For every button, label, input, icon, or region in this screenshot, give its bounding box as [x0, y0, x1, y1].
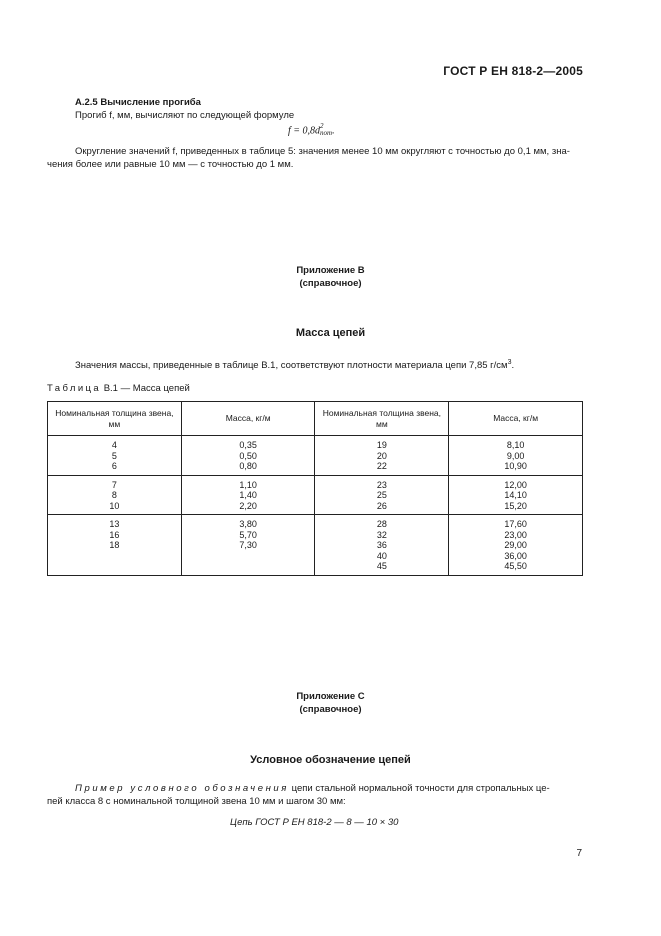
table-caption-rest: В.1 — Масса цепей — [101, 383, 190, 394]
density-text: Значения массы, приведенные в таблице В.1, соответствуют плотности материала цепи 7,85 г/см — [75, 360, 508, 372]
section-a25-intro: Прогиб f, мм, вычисляют по следующей формуле — [75, 110, 295, 121]
formula-deflection — [288, 124, 335, 138]
table-cell: 8,10 9,00 10,90 — [449, 436, 583, 476]
rounding-line-1: Округление значений f, приведенных в таблице 5: значения менее 10 мм округляют с точностью до 0,1 мм, зна- — [75, 146, 570, 157]
table-cell: 3,80 5,70 7,30 — [181, 515, 315, 576]
table-cell: 23 25 26 — [315, 475, 449, 515]
formula-eq: = — [293, 125, 301, 137]
rounding-line-2: чения более или равные 10 мм — с точностью до 1 мм. — [47, 159, 294, 170]
table-row — [48, 436, 583, 476]
density-end: . — [511, 360, 515, 372]
appendix-b-heading: Масса цепей — [295, 327, 366, 339]
table-cell: 17,60 23,00 29,00 36,00 45,50 — [449, 515, 583, 576]
density-sup: 3 — [507, 359, 512, 366]
appendix-b-title: Приложение В — [296, 265, 365, 276]
example-line-1 — [75, 782, 585, 795]
table-caption — [47, 382, 190, 395]
header-thickness-1: Номинальная толщина звена, мм — [48, 402, 182, 436]
example-line-2: пей класса 8 с номинальной толщиной звена 10 мм и шагом 30 мм: — [47, 796, 346, 807]
formula-sub: nom — [320, 129, 333, 137]
table-cell: 19 20 22 — [315, 436, 449, 476]
example-text: цепи стальной нормальной точности для стропальных це- — [288, 783, 550, 794]
example-label: Пример условного обозначения — [75, 783, 289, 794]
table-cell: 4 5 6 — [48, 436, 182, 476]
formula-var: d — [315, 125, 321, 137]
header-mass-2: Масса, кг/м — [449, 402, 583, 436]
table-header-row — [48, 402, 583, 436]
table-row — [48, 515, 583, 576]
standard-number: ГОСТ Р ЕН 818-2—2005 — [443, 64, 583, 78]
appendix-c-title: Приложение С — [296, 691, 365, 702]
formula-lhs: f — [288, 125, 291, 137]
formula-end: . — [332, 125, 335, 137]
table-cell: 7 8 10 — [48, 475, 182, 515]
header-thickness-2: Номинальная толщина звена, мм — [315, 402, 449, 436]
chain-designation: Цепь ГОСТ Р ЕН 818-2 — 8 — 10 × 30 — [230, 817, 399, 828]
appendix-c-heading: Условное обозначение цепей — [250, 754, 411, 766]
appendix-c-status: (справочное) — [299, 704, 362, 715]
appendix-b-text — [75, 356, 514, 372]
table-cell: 28 32 36 40 45 — [315, 515, 449, 576]
table-cell: 1,10 1,40 2,20 — [181, 475, 315, 515]
mass-table — [47, 401, 583, 576]
table-cell: 13 16 18 — [48, 515, 182, 576]
table-cell: 0,35 0,50 0,80 — [181, 436, 315, 476]
table-cell: 12,00 14,10 15,20 — [449, 475, 583, 515]
table-row — [48, 475, 583, 515]
table-caption-word: Таблица — [47, 383, 102, 394]
section-heading-a25: А.2.5 Вычисление прогиба — [75, 97, 201, 108]
formula-coef: 0,8 — [302, 125, 316, 137]
appendix-b-status: (справочное) — [299, 278, 362, 289]
formula-sup: 2 — [320, 122, 324, 130]
header-mass-1: Масса, кг/м — [181, 402, 315, 436]
page-number: 7 — [576, 848, 582, 859]
